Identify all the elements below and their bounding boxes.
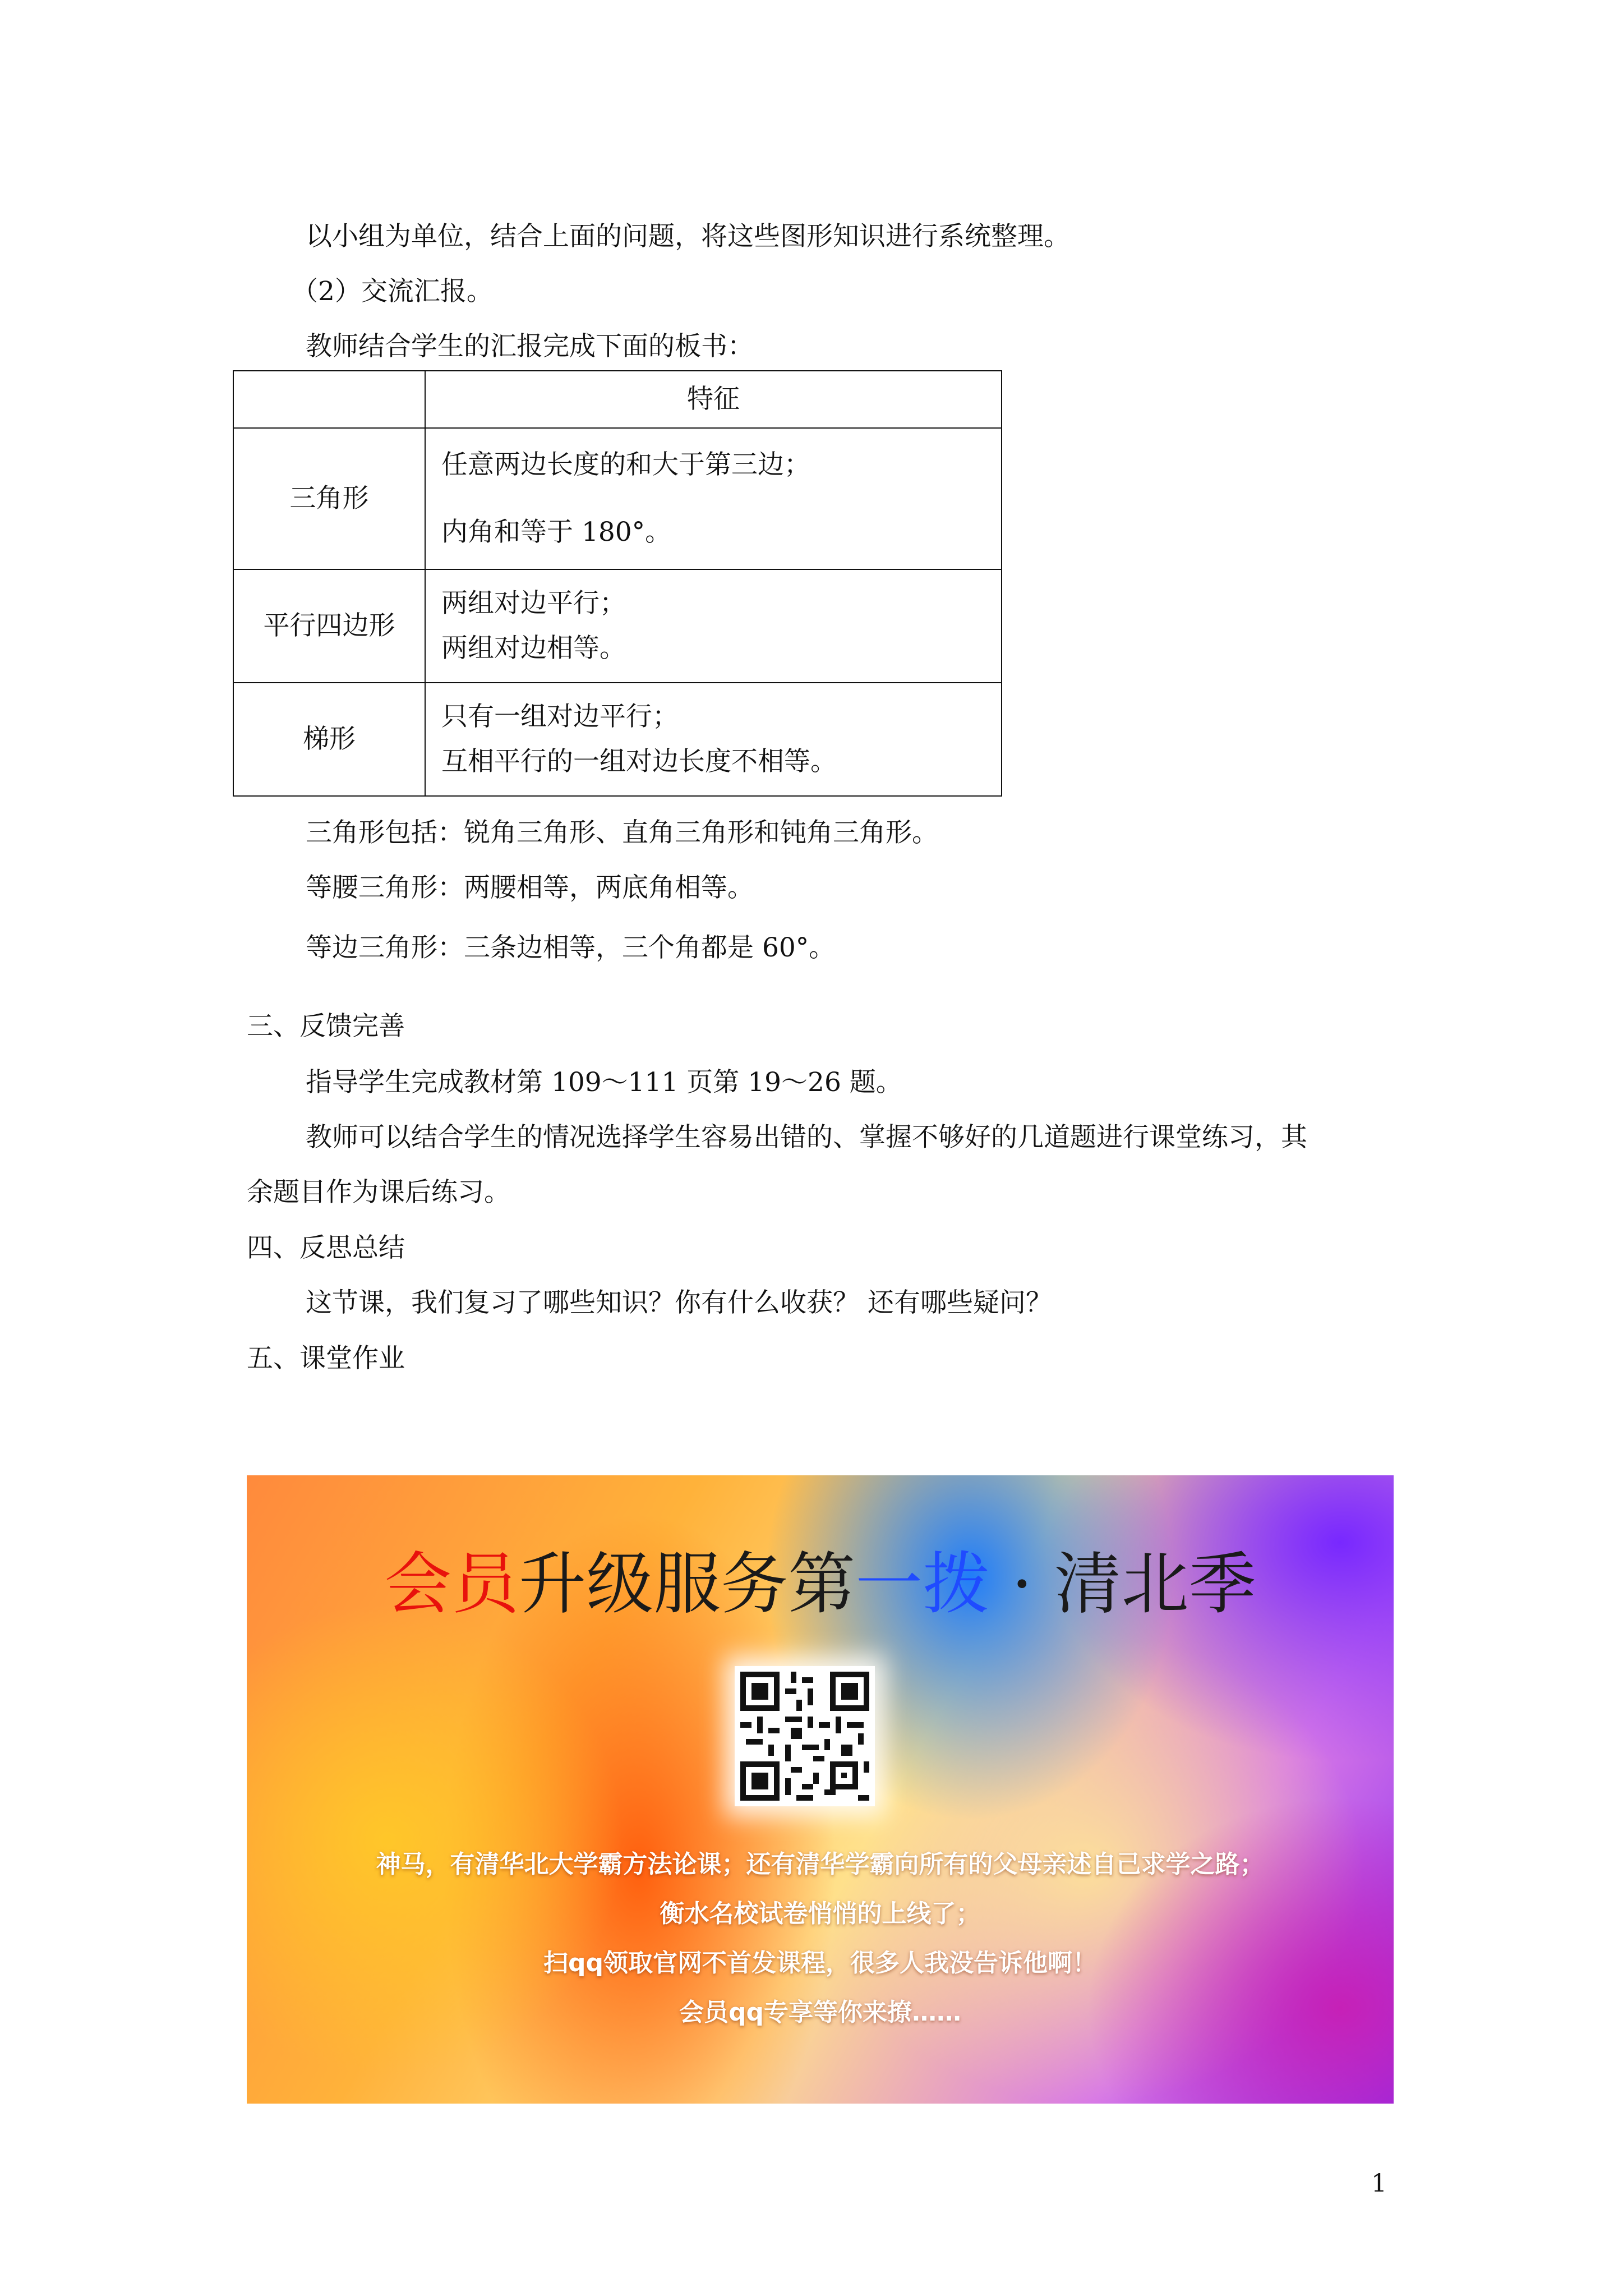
- task-line: 以小组为单位，结合上面的问题，将这些图形知识进行系统整理。: [306, 221, 1070, 252]
- feature-cell: [425, 428, 1002, 569]
- step-2-label: （2）交流汇报。: [292, 276, 493, 307]
- feature-cell: [425, 683, 1002, 796]
- banner-line: 衡水名校试卷悄悄的上线了；: [660, 1899, 981, 1928]
- section-3-paragraph-cont: 余题目作为课后练习。: [247, 1177, 510, 1208]
- banner-title: [247, 1543, 1394, 1627]
- table-row: [233, 683, 1002, 796]
- section-3-paragraph: 指导学生完成教材第 109～111 页第 19～26 题。: [306, 1067, 902, 1098]
- banner-line: 扫qq领取官网不首发课程，很多人我没告诉他啊！: [543, 1949, 1097, 1977]
- table-row: [233, 569, 1002, 683]
- shape-name-cell: 平行四边形: [233, 569, 425, 683]
- banner-line: 神马，有清华北大学霸方法论课；还有清华学霸向所有的父母亲述自己求学之路；: [376, 1850, 1265, 1879]
- feature-text: 内角和等于 180°。: [441, 517, 672, 547]
- banner-title-part: 升级服务第: [519, 1545, 856, 1623]
- header-feature-cell: 特征: [425, 371, 1002, 428]
- feature-text: 只有一组对边平行；: [441, 701, 679, 732]
- feature-text: 两组对边相等。: [441, 633, 626, 664]
- banner-line: 会员qq专享等你来撩……: [679, 1998, 961, 2027]
- feature-text: 任意两边长度的和大于第三边；: [441, 449, 810, 480]
- section-4-heading: 四、反思总结: [247, 1232, 405, 1263]
- banner-title-part: 一拨: [855, 1545, 990, 1623]
- membership-banner[interactable]: [247, 1475, 1394, 2104]
- qr-code-icon[interactable]: [735, 1666, 875, 1806]
- note-equilateral: 等边三角形：三条边相等，三个角都是 60°。: [306, 932, 836, 963]
- shape-name-cell: 梯形: [233, 683, 425, 796]
- table-row: [233, 428, 1002, 569]
- board-intro: 教师结合学生的汇报完成下面的板书：: [306, 331, 754, 362]
- note-triangle-types: 三角形包括：锐角三角形、直角三角形和钝角三角形。: [306, 817, 938, 848]
- page-number: 1: [1371, 2169, 1387, 2198]
- section-3-heading: 三、反馈完善: [247, 1011, 405, 1042]
- section-5-heading: 五、课堂作业: [247, 1343, 405, 1374]
- shape-name-cell: 三角形: [233, 428, 425, 569]
- feature-text: 两组对边平行；: [441, 588, 626, 619]
- feature-text: 互相平行的一组对边长度不相等。: [441, 746, 837, 777]
- feature-cell: [425, 569, 1002, 683]
- section-3-paragraph: 教师可以结合学生的情况选择学生容易出错的、掌握不够好的几道题进行课堂练习，其: [306, 1122, 1307, 1153]
- section-4-paragraph: 这节课，我们复习了哪些知识？你有什么收获？ 还有哪些疑问？: [306, 1287, 1052, 1318]
- header-empty-cell: [233, 371, 425, 428]
- table-header-row: [233, 371, 1002, 428]
- note-isosceles: 等腰三角形：两腰相等，两底角相等。: [306, 872, 754, 903]
- board-table: [233, 370, 1002, 797]
- banner-title-part: 会员: [384, 1545, 519, 1623]
- banner-title-part: · 清北季: [990, 1545, 1256, 1623]
